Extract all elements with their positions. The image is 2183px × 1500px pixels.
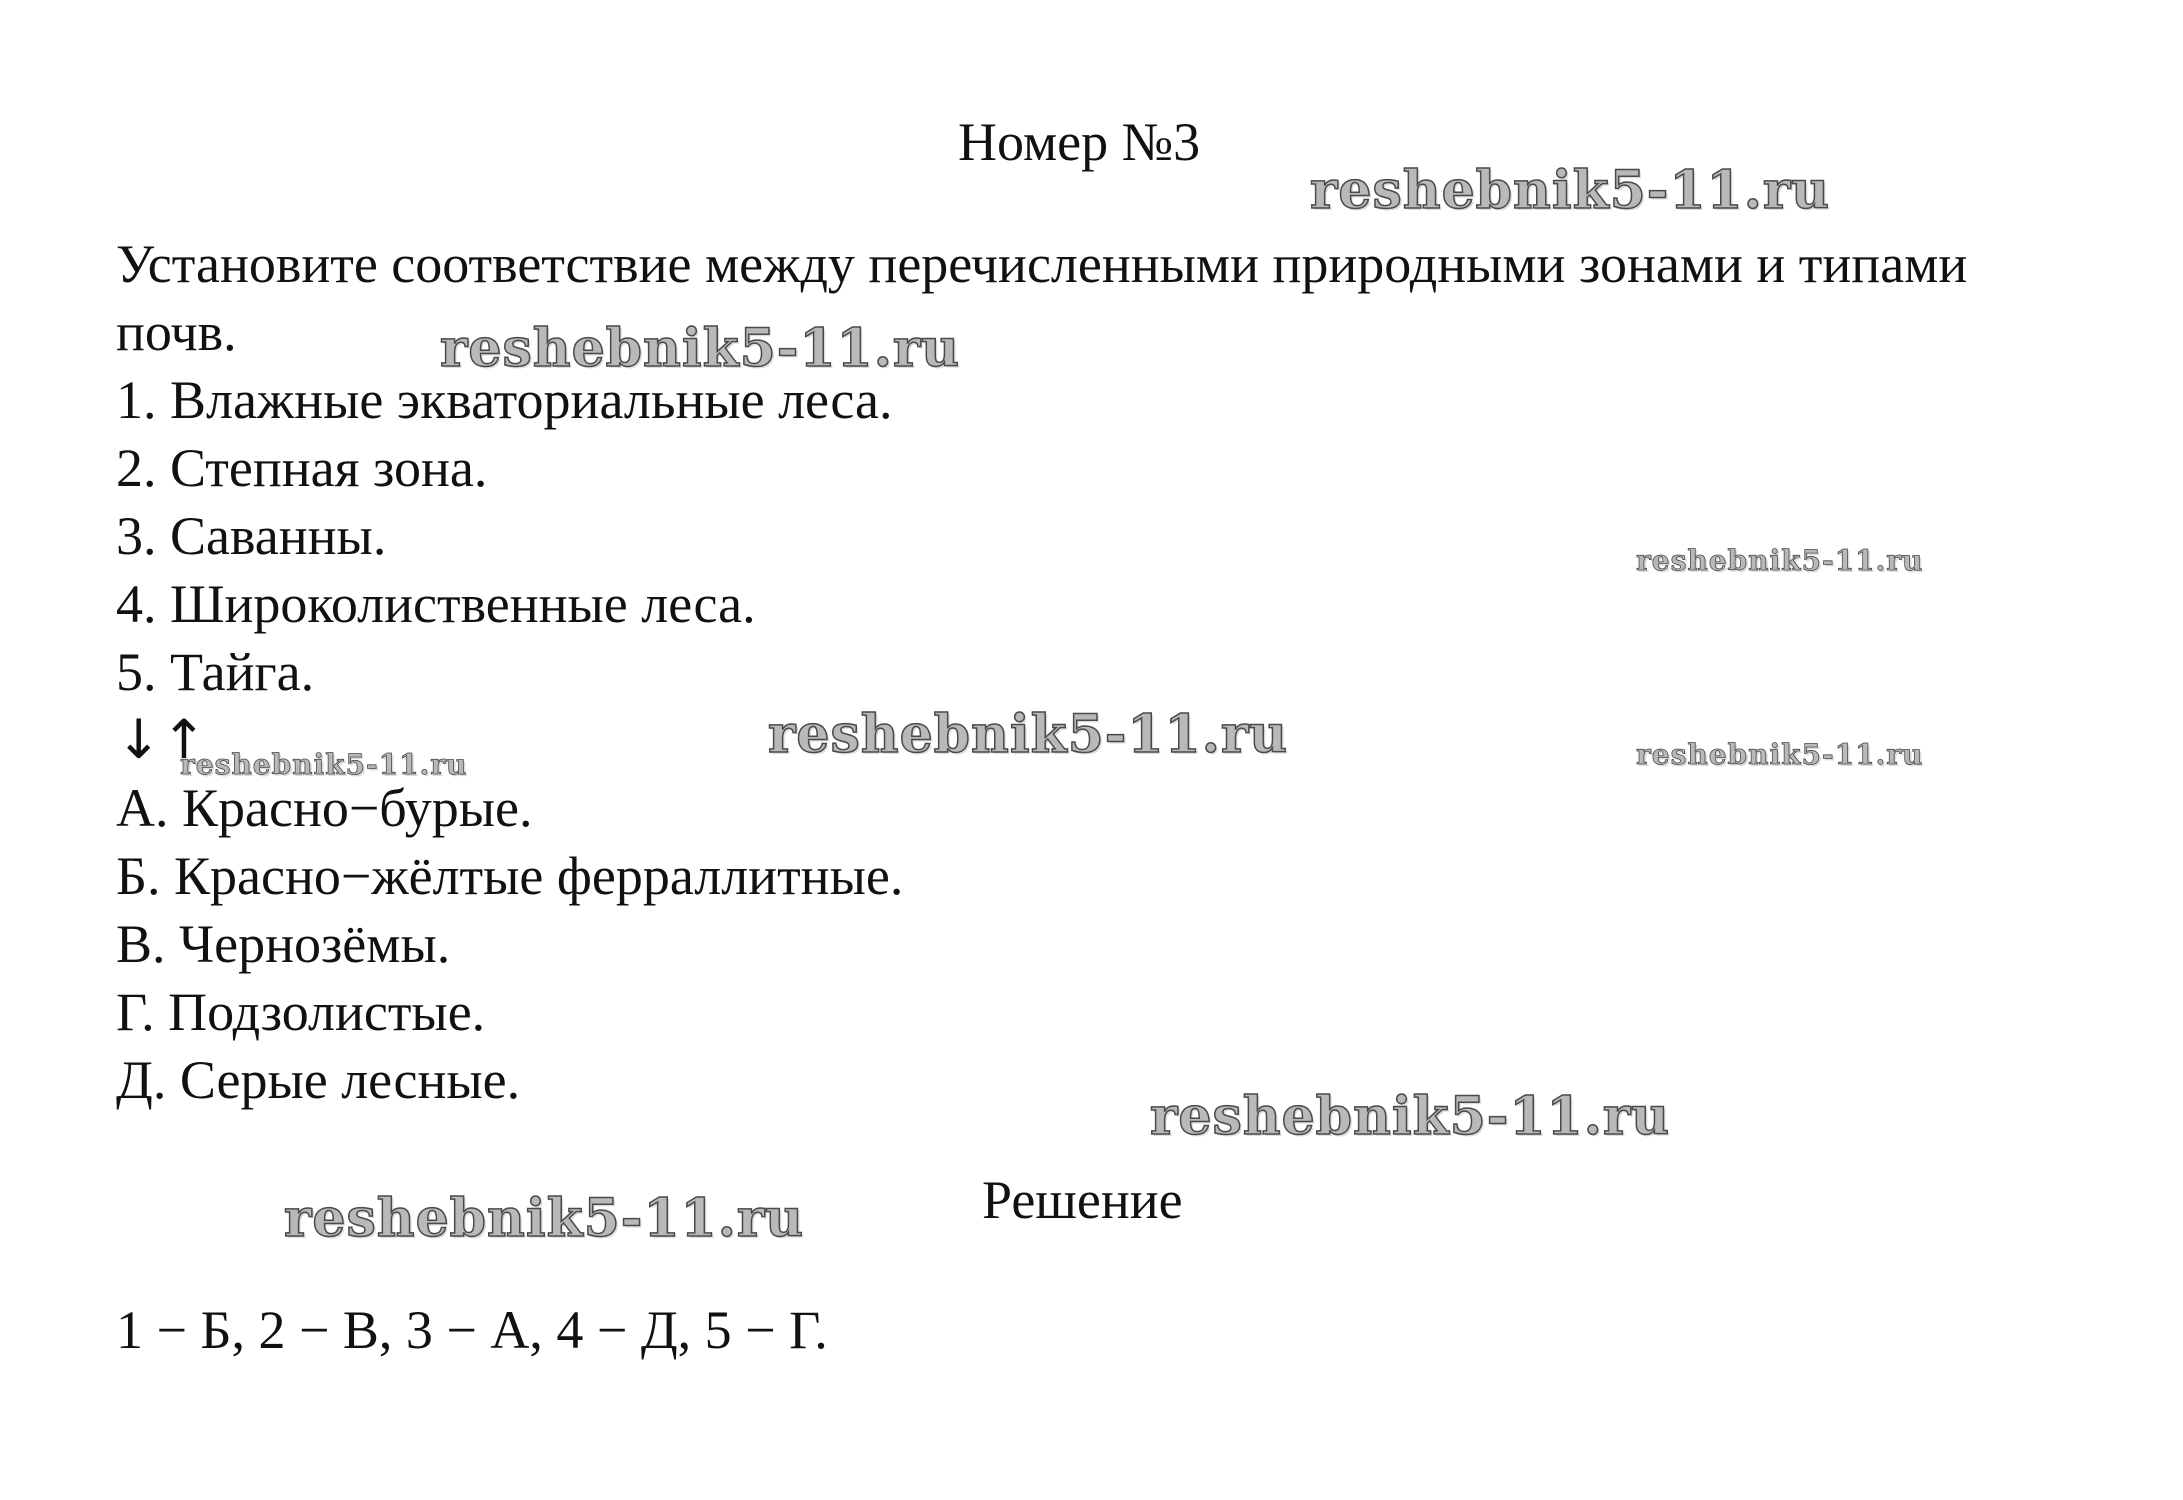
list-item: Б. Красно−жёлтые ферраллитные.: [116, 846, 904, 906]
list-item: 2. Степная зона.: [116, 438, 488, 498]
list-item: А. Красно−бурые.: [116, 778, 533, 838]
natural-zones-list: [116, 366, 892, 706]
watermark: reshebnik5-11.ru: [1636, 738, 1924, 771]
soil-types-list: [116, 774, 903, 1114]
match-arrows: ↓↑: [116, 708, 207, 771]
list-item: В. Чернозёмы.: [116, 914, 451, 974]
list-item: 3. Саванны.: [116, 506, 387, 566]
list-item: Г. Подзолистые.: [116, 982, 486, 1042]
solution-heading: Решение: [982, 1170, 1183, 1230]
watermark: reshebnik5-11.ru: [180, 748, 468, 781]
watermark: reshebnik5-11.ru: [284, 1188, 805, 1249]
task-statement: Установите соответствие между перечисленными природными зонами и типами почв.: [116, 234, 1968, 362]
list-item: 1. Влажные экваториальные леса.: [116, 370, 893, 430]
watermark: reshebnik5-11.ru: [1150, 1086, 1671, 1147]
watermark: reshebnik5-11.ru: [1636, 544, 1924, 577]
page-title: Номер №3: [958, 112, 1201, 172]
watermark: reshebnik5-11.ru: [768, 704, 1289, 765]
solution-answer: 1 − Б, 2 − В, 3 − А, 4 − Д, 5 − Г.: [116, 1300, 828, 1360]
watermark: reshebnik5-11.ru: [440, 318, 961, 379]
watermark: reshebnik5-11.ru: [1310, 160, 1831, 221]
list-item: Д. Серые лесные.: [116, 1050, 521, 1110]
list-item: 5. Тайга.: [116, 642, 315, 702]
list-item: 4. Широколиственные леса.: [116, 574, 756, 634]
